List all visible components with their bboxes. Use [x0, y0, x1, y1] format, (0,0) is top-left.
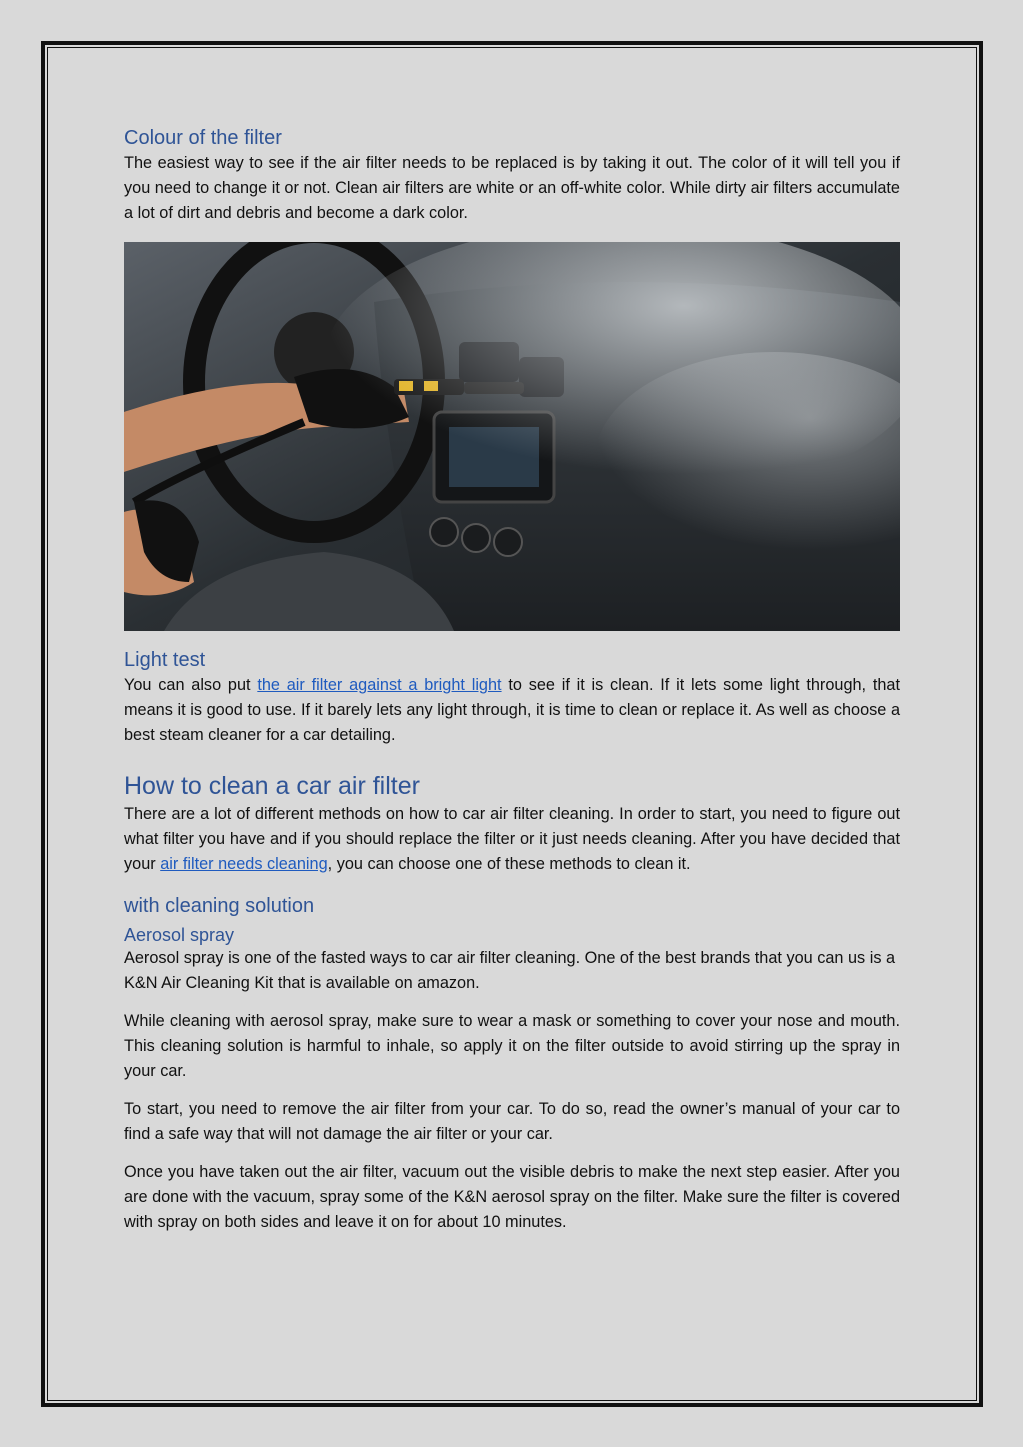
paragraph-light-test [124, 673, 900, 748]
paragraph-aerosol-2: While cleaning with aerosol spray, make sure to wear a mask or something to cover your nose and mouth. This cleaning solution is harmful to inhale, so apply it on the filter outside to avoid stirring up the spray in your car. [124, 1012, 900, 1080]
paragraph-aerosol-4: Once you have taken out the air filter, vacuum out the visible debris to make the next step easier. After you are done with the vacuum, spray some of the K&N aerosol spray on the filter. Make sure the filter is covered with spray on both sides and leave it on for about 10 minutes. [124, 1163, 900, 1231]
light-test-text-before: You can also put [124, 676, 258, 694]
heading-how-to-clean: How to clean a car air filter [124, 772, 420, 800]
paragraph-how-to-clean [124, 802, 900, 877]
heading-colour-of-the-filter: Colour of the filter [124, 127, 282, 149]
subheading-aerosol-spray: Aerosol spray [124, 925, 235, 945]
how-to-clean-text-after: , you can choose one of these methods to clean it. [327, 855, 691, 873]
heading-with-cleaning-solution: with cleaning solution [124, 895, 315, 917]
light-test-text-after: to see if it is clean. If it lets some light through, that means it is good to use. If it barely lets any light through, it is time to clean or replace it. As well as choose a best steam cleaner for a car detailing. [124, 676, 900, 744]
how-to-clean-text-before: There are a lot of different methods on how to car air filter cleaning. In order to start, you need to figure out what filter you have and if you should replace the filter or it just needs cleaning. After you have decided that your [124, 805, 900, 873]
document-content [124, 124, 900, 1235]
link-air-filter-bright-light[interactable]: the air filter against a bright light [257, 676, 502, 694]
paragraph-aerosol-1: Aerosol spray is one of the fasted ways to car air filter cleaning. One of the best brands that you can us is a K&N Air Cleaning Kit that is available on amazon. [124, 949, 896, 992]
heading-light-test: Light test [124, 649, 206, 671]
car-interior-steam-cleaning-photo [124, 242, 900, 631]
paragraph-colour-of-filter: The easiest way to see if the air filter needs to be replaced is by taking it out. The color of it will tell you if you need to change it or not. Clean air filters are white or an off-white color. While dirty air filters accumulate a lot of dirt and debris and become a dark color. [124, 154, 900, 222]
paragraph-aerosol-3: To start, you need to remove the air filter from your car. To do so, read the owner’s manual of your car to find a safe way that will not damage the air filter or your car. [124, 1100, 900, 1143]
link-air-filter-needs-cleaning[interactable]: air filter needs cleaning [160, 855, 328, 873]
